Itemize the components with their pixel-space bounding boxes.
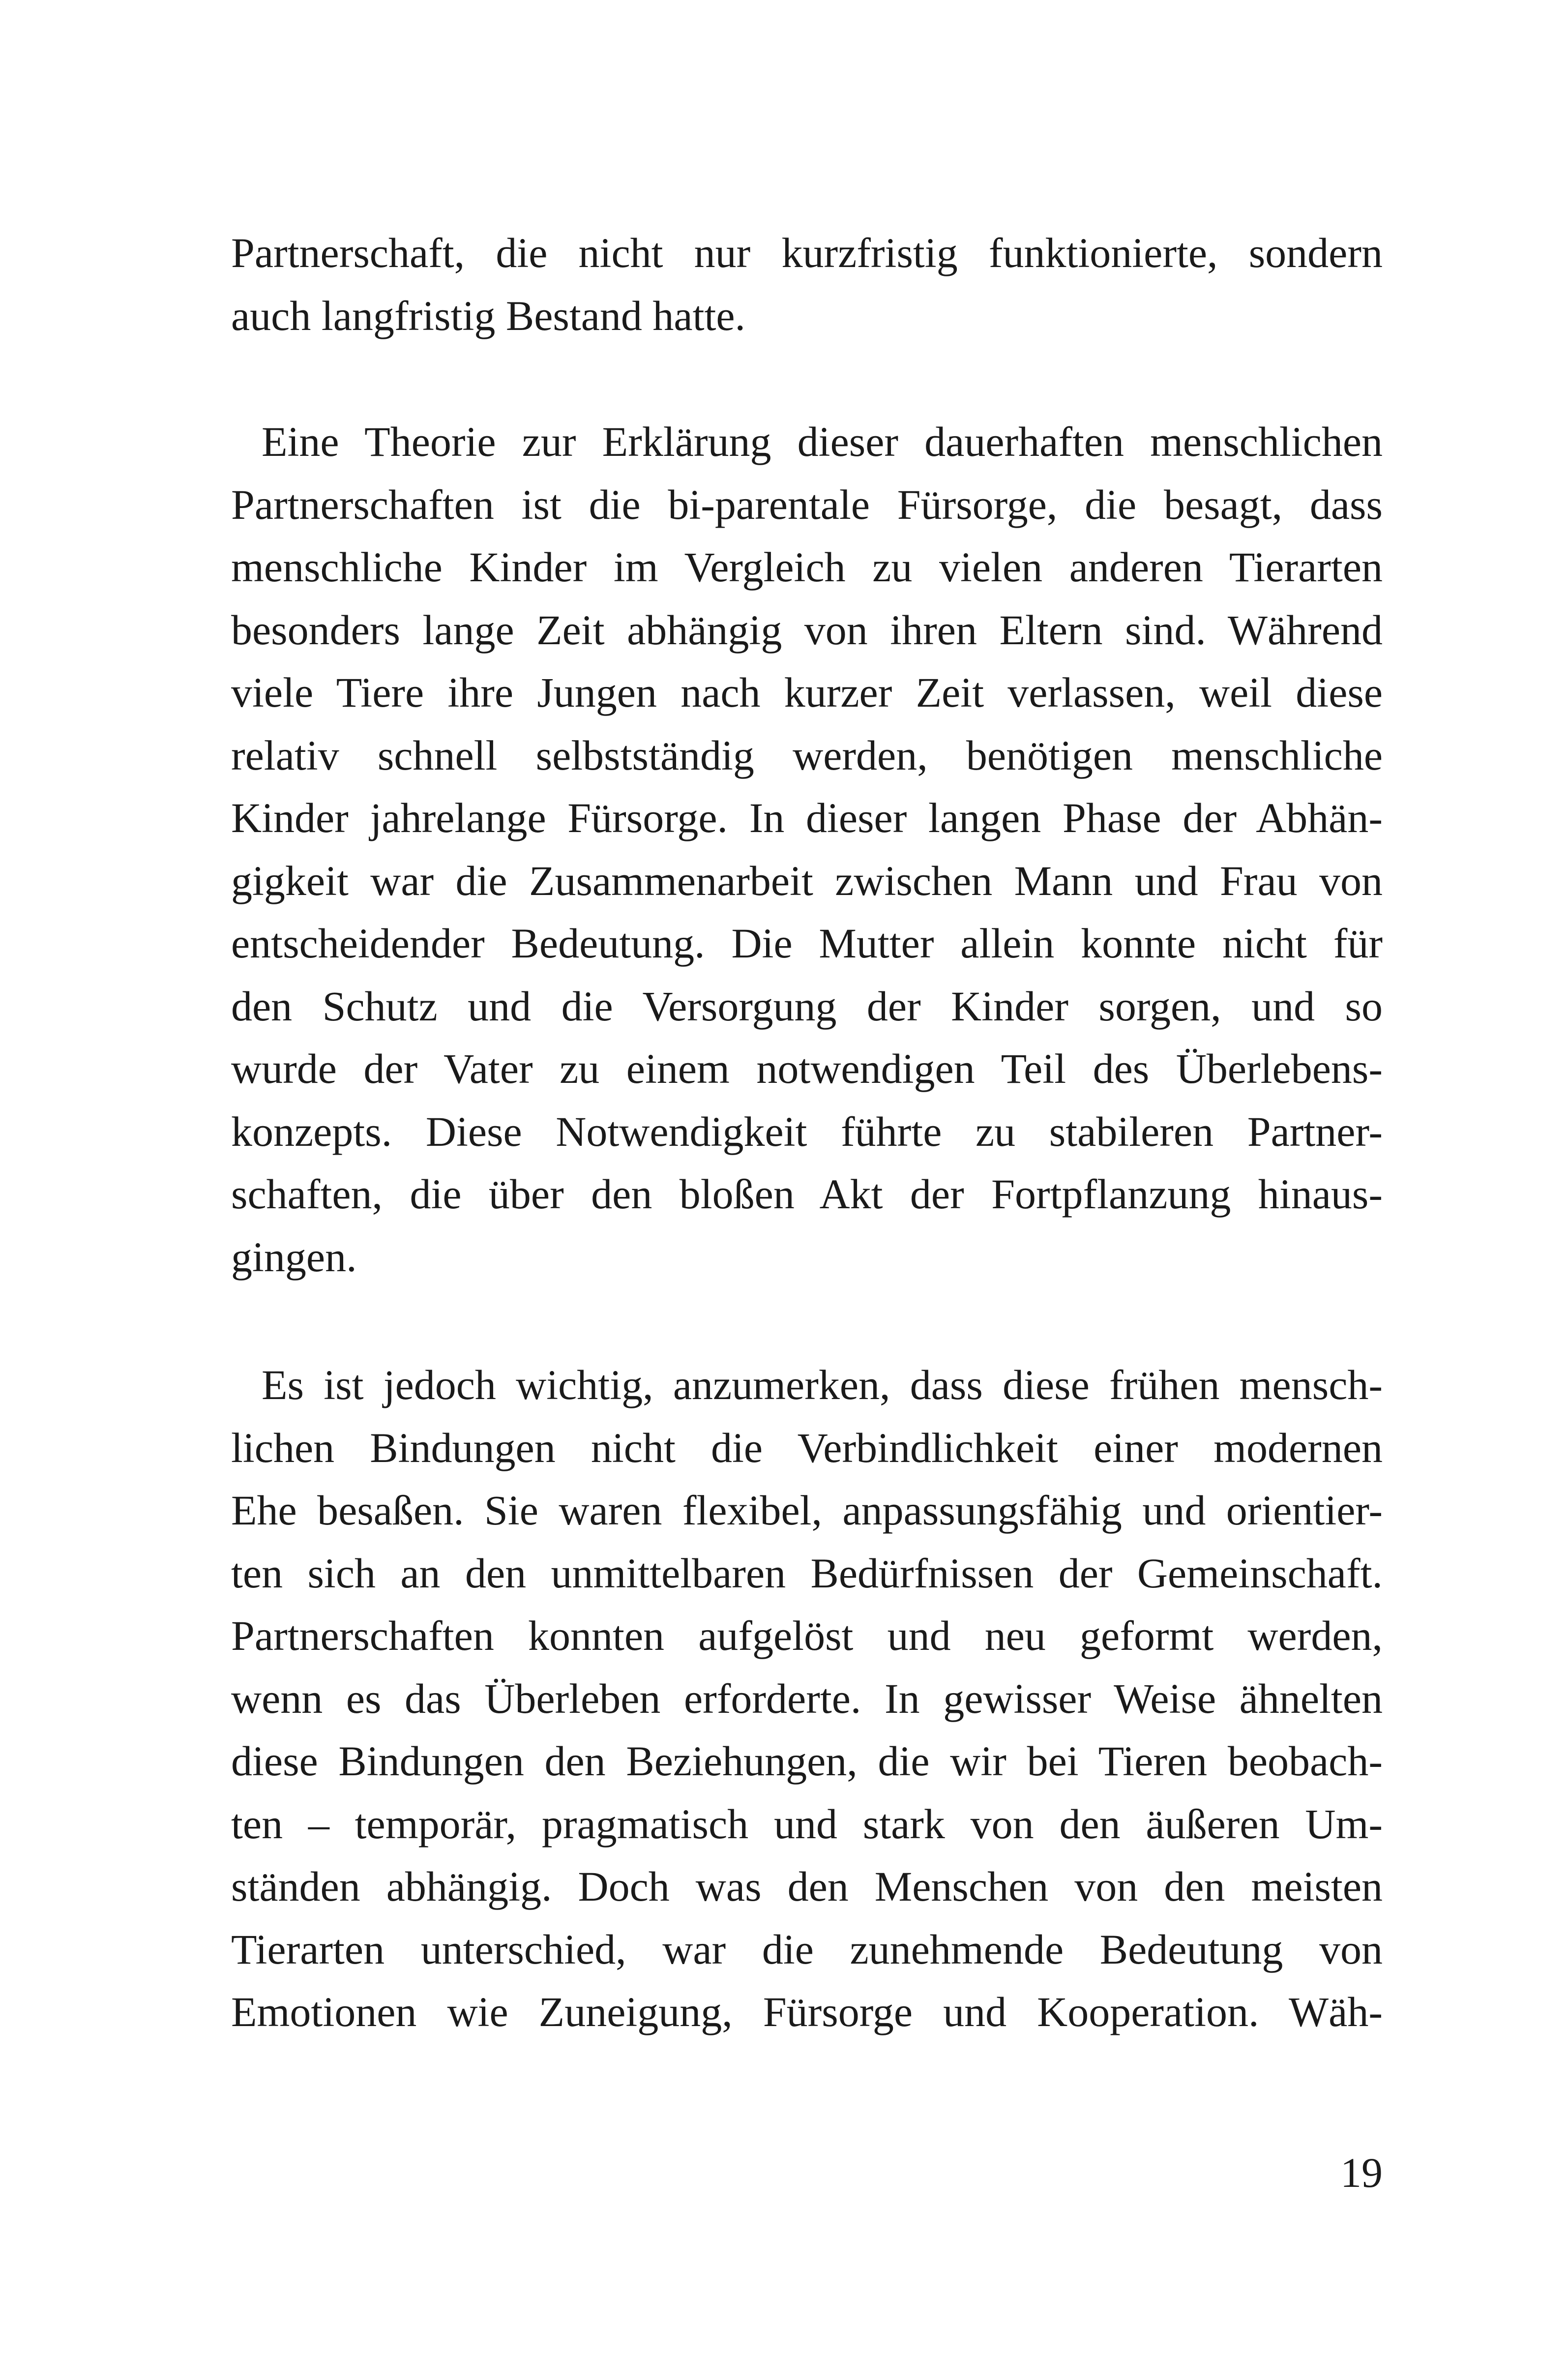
- text-line: Kinder jahrelange Fürsorge. In dieser langen Phase der Abhän-: [231, 794, 1383, 841]
- text-line: wenn es das Überleben erforderte. In gewisser Weise ähnelten: [231, 1674, 1383, 1722]
- text-line: entscheidender Bedeutung. Die Mutter allein konnte nicht für: [231, 920, 1383, 967]
- text-line: den Schutz und die Versorgung der Kinder sorgen, und so: [231, 982, 1383, 1030]
- text-line: relativ schnell selbstständig werden, benötigen menschliche: [231, 731, 1383, 779]
- text-line: ten sich an den unmittelbaren Bedürfnissen der Gemeinschaft.: [231, 1549, 1383, 1597]
- text-line: besonders lange Zeit abhängig von ihren Eltern sind. Während: [231, 606, 1383, 654]
- text-line: gigkeit war die Zusammenarbeit zwischen Mann und Frau von: [231, 857, 1383, 904]
- text-line: Emotionen wie Zuneigung, Fürsorge und Kooperation. Wäh-: [231, 1988, 1383, 2035]
- text-line: Partnerschaften konnten aufgelöst und neu geformt werden,: [231, 1612, 1383, 1659]
- page-number: 19: [1340, 2149, 1383, 2196]
- text-line: gingen.: [231, 1233, 357, 1281]
- text-line: Partnerschaft, die nicht nur kurzfristig funktionierte, sondern: [231, 229, 1383, 276]
- text-line: ständen abhängig. Doch was den Menschen von den meisten: [231, 1863, 1383, 1910]
- text-line: schaften, die über den bloßen Akt der Fortpflanzung hinaus-: [231, 1170, 1383, 1218]
- paragraph-2: [231, 411, 1383, 1288]
- text-line: Ehe besaßen. Sie waren flexibel, anpassungsfähig und orientier-: [231, 1487, 1383, 1534]
- text-line: Es ist jedoch wichtig, anzumerken, dass diese frühen mensch-: [262, 1361, 1383, 1408]
- text-line: Tierarten unterschied, war die zunehmende Bedeutung von: [231, 1925, 1383, 1973]
- text-line: ten – temporär, pragmatisch und stark von den äußeren Um-: [231, 1800, 1383, 1848]
- text-line: diese Bindungen den Beziehungen, die wir bei Tieren beobach-: [231, 1737, 1383, 1785]
- paragraph-1: [231, 222, 1383, 347]
- text-line: wurde der Vater zu einem notwendigen Teil des Überlebens-: [231, 1045, 1383, 1092]
- text-line: viele Tiere ihre Jungen nach kurzer Zeit verlassen, weil diese: [231, 669, 1383, 716]
- text-line: menschliche Kinder im Vergleich zu vielen anderen Tierarten: [231, 543, 1383, 591]
- text-line: Eine Theorie zur Erklärung dieser dauerhaften menschlichen: [262, 418, 1383, 465]
- paragraph-3: [231, 1354, 1383, 2044]
- text-line: lichen Bindungen nicht die Verbindlichkeit einer modernen: [231, 1424, 1383, 1471]
- text-line: Partnerschaften ist die bi-parentale Fürsorge, die besagt, dass: [231, 480, 1383, 528]
- text-line: konzepts. Diese Notwendigkeit führte zu stabileren Partner-: [231, 1107, 1383, 1155]
- text-line: auch langfristig Bestand hatte.: [231, 292, 746, 339]
